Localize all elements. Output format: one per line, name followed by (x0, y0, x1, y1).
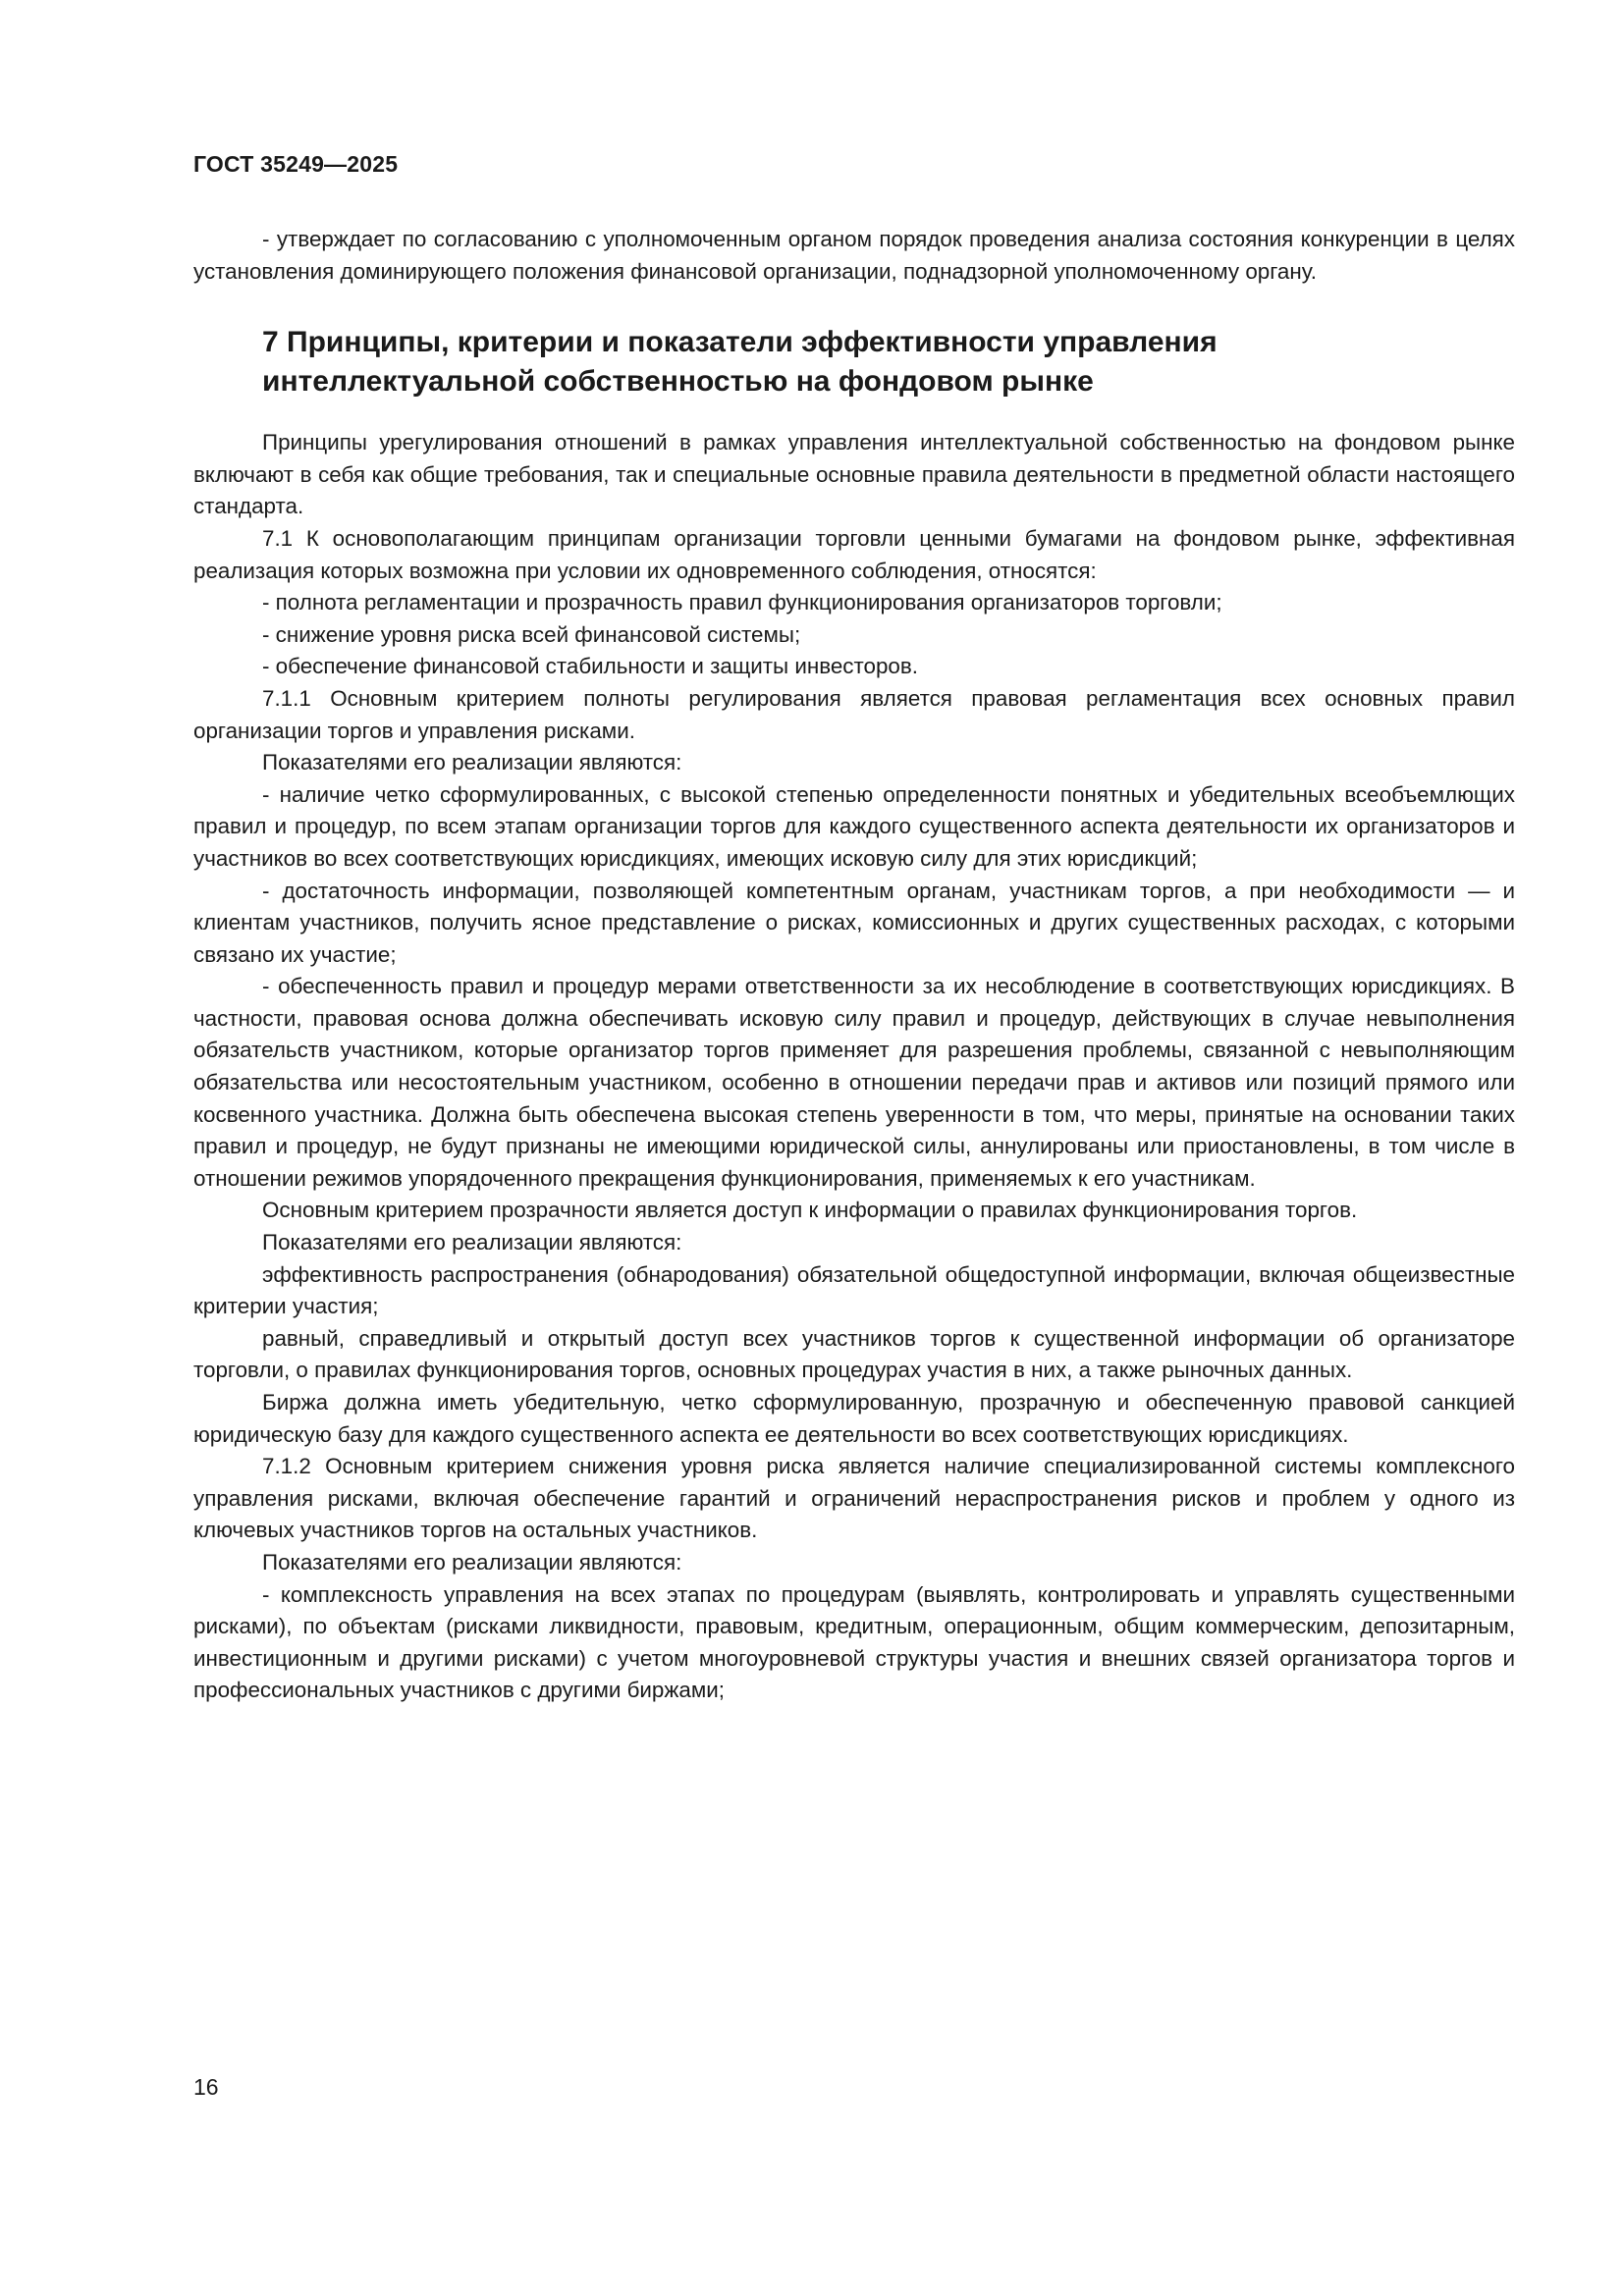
paragraph: эффективность распространения (обнародования) обязательной общедоступной информации, включая общеизвестные критерии участия; (193, 1261, 1515, 1319)
list-item: - обеспеченность правил и процедур мерами ответственности за их несоблюдение в соответствующих юрисдикциях. В частности, правовая основа должна обеспечивать исковую силу правил и процедур, действующих в случае невыполнения обязательств участником, которые организатор торгов применяет для разрешения проблемы, связанной с невыполняющим обязательства или несостоятельным участником, особенно в отношении передачи прав и активов или позиций прямого или косвенного участника. Должна быть обеспечена высокая степень уверенности в том, что меры, принятые на основании таких правил и процедур, не будут признаны не имеющими юридической силы, аннулированы или приостановлены, в том числе в отношении режимов упорядоченного прекращения функционирования, применяемых к его участникам. (193, 974, 1515, 1191)
clause-7-1-2: 7.1.2 Основным критерием снижения уровня риска является наличие специализированной системы комплексного управления рисками, включая обеспечение гарантий и ограничений нераспространения рисков и проблем у одного из ключевых участников торгов на остальных участников. (193, 1454, 1515, 1543)
list-item: - наличие четко сформулированных, с высокой степенью определенности понятных и убедительных всеобъемлющих правил и процедур, по всем этапам организации торгов для каждого существенного аспекта деятельности их организаторов и участников во всех соответствующих юрисдикциях, имеющих исковую силу для этих юрисдикций; (193, 781, 1515, 871)
page-number: 16 (193, 2074, 219, 2100)
page-content (193, 224, 1515, 1707)
section-body (193, 427, 1515, 1707)
clause-7-1: 7.1 К основополагающим принципам организации торговли ценными бумагами на фондовом рынке, эффективная реализация которых возможна при условии их одновременного соблюдения, относятся: (193, 525, 1515, 583)
paragraph: Биржа должна иметь убедительную, четко сформулированную, прозрачную и обеспеченную правовой санкцией юридическую базу для каждого существенного аспекта ее деятельности во всех соответствующих юрисдикциях. (193, 1390, 1515, 1447)
intro-list-item: - утверждает по согласованию с уполномоченным органом порядок проведения анализа состояния конкуренции в целях установления доминирующего положения финансовой организации, поднадзорной уполномоченному органу. (193, 227, 1515, 284)
list-item: - обеспечение финансовой стабильности и защиты инвесторов. (262, 654, 918, 679)
indicators-label: Показателями его реализации являются: (262, 1549, 682, 1575)
list-item: - снижение уровня риска всей финансовой системы; (262, 621, 801, 647)
paragraph: равный, справедливый и открытый доступ всех участников торгов к существенной информации об организаторе торговли, о правилах функционирования торгов, основных процедурах участия в них, а также рыночных данных. (193, 1325, 1515, 1383)
list-item: - полнота регламентации и прозрачность правил функционирования организаторов торговли; (262, 590, 1222, 615)
list-item: - комплексность управления на всех этапах по процедурам (выявлять, контролировать и управлять существенными рисками), по объектам (рисками ликвидности, правовым, кредитным, операционным, общим коммерческим, депозитарным, инвестиционным и другими рисками) с учетом многоуровневой структуры участия и внешних связей организатора торгов и профессиональных участников с другими биржами; (193, 1581, 1515, 1703)
indicators-label: Показателями его реализации являются: (262, 750, 682, 775)
clause-7-1-1: 7.1.1 Основным критерием полноты регулирования является правовая регламентация всех основных правил организации торгов и управления рисками. (193, 685, 1515, 743)
paragraph: Принципы урегулирования отношений в рамках управления интеллектуальной собственностью на фондовом рынке включают в себя как общие требования, так и специальные основные правила деятельности в предметной области настоящего стандарта. (193, 430, 1515, 519)
indicators-label: Показателями его реализации являются: (262, 1230, 682, 1255)
section-title: 7 Принципы, критерии и показатели эффективности управления интеллектуальной собственностью на фондовом рынке (262, 326, 1218, 399)
paragraph: Основным критерием прозрачности является доступ к информации о правилах функционирования торгов. (262, 1198, 1358, 1223)
document-code-header: ГОСТ 35249—2025 (193, 151, 399, 177)
list-item: - достаточность информации, позволяющей компетентным органам, участникам торгов, а при необходимости — и клиентам участников, получить ясное представление о рисках, комиссионных и других существенных расходах, с которыми связано их участие; (193, 878, 1515, 967)
